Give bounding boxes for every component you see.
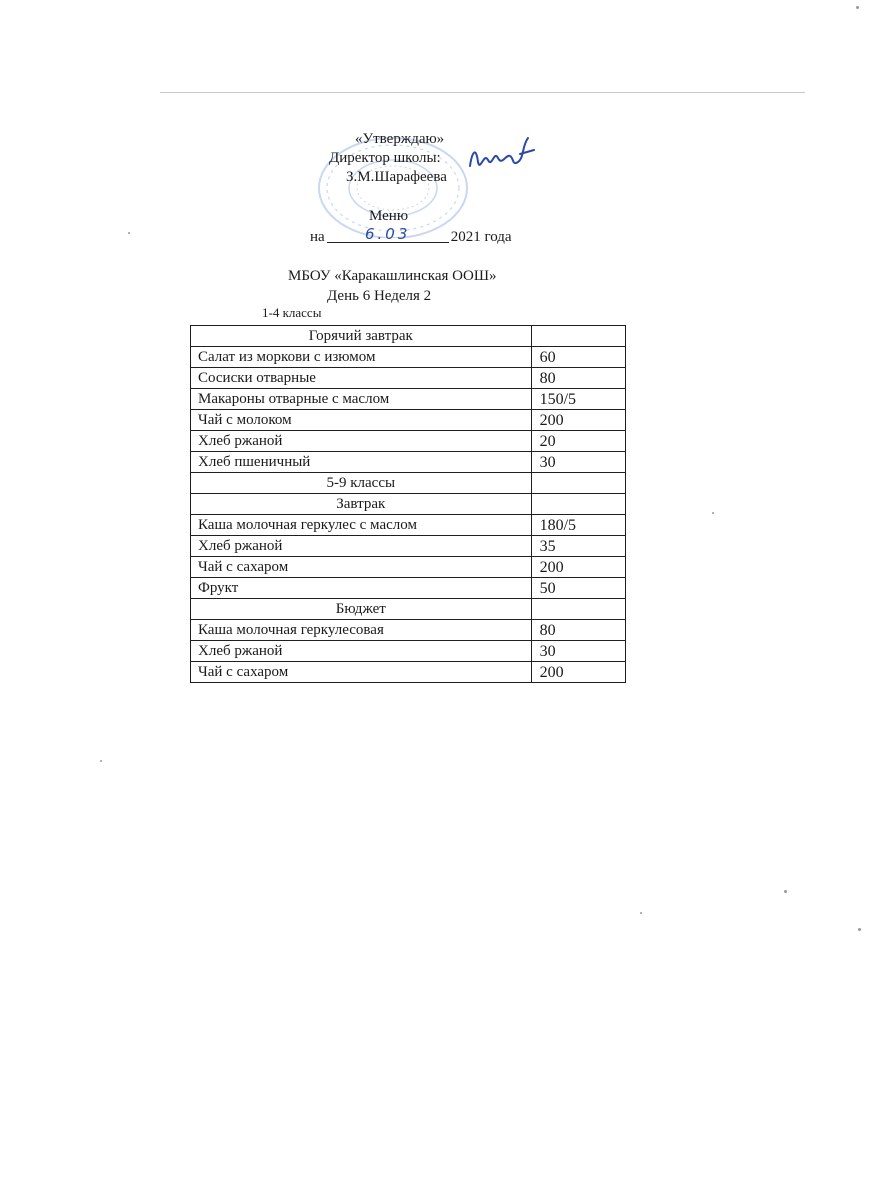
scan-speck bbox=[858, 928, 861, 931]
section-title: Бюджет bbox=[191, 599, 532, 620]
table-row bbox=[191, 662, 626, 683]
dish-name: Каша молочная геркулесовая bbox=[191, 620, 532, 641]
scan-speck bbox=[640, 912, 642, 914]
school-name: МБОУ «Каракашлинская ООШ» bbox=[288, 268, 497, 284]
handwritten-date: 6.03 bbox=[327, 227, 449, 243]
portion-size: 50 bbox=[531, 578, 625, 599]
table-section-row bbox=[191, 494, 626, 515]
portion-size: 20 bbox=[531, 431, 625, 452]
scan-speck bbox=[712, 512, 714, 514]
portion-size: 30 bbox=[531, 452, 625, 473]
table-section-row bbox=[191, 326, 626, 347]
dish-name: Хлеб ржаной bbox=[191, 431, 532, 452]
director-name: З.М.Шарафеева bbox=[346, 169, 447, 185]
table-row bbox=[191, 431, 626, 452]
menu-title: Меню bbox=[369, 208, 409, 224]
portion-size bbox=[531, 494, 625, 515]
portion-size: 35 bbox=[531, 536, 625, 557]
scan-speck bbox=[128, 232, 130, 234]
dish-name: Чай с сахаром bbox=[191, 662, 532, 683]
section-title: Завтрак bbox=[191, 494, 532, 515]
dish-name: Хлеб ржаной bbox=[191, 536, 532, 557]
portion-size bbox=[531, 326, 625, 347]
director-signature bbox=[462, 132, 540, 180]
portion-size: 200 bbox=[531, 410, 625, 431]
portion-size: 150/5 bbox=[531, 389, 625, 410]
dish-name: Салат из моркови с изюмом bbox=[191, 347, 532, 368]
dish-name: Хлеб пшеничный bbox=[191, 452, 532, 473]
dish-name: Фрукт bbox=[191, 578, 532, 599]
table-row bbox=[191, 368, 626, 389]
portion-size: 180/5 bbox=[531, 515, 625, 536]
menu-table bbox=[190, 325, 626, 683]
portion-size: 30 bbox=[531, 641, 625, 662]
table-section-row bbox=[191, 599, 626, 620]
table-row bbox=[191, 578, 626, 599]
portion-size: 200 bbox=[531, 557, 625, 578]
approval-heading: «Утверждаю» bbox=[355, 131, 445, 147]
scan-speck bbox=[100, 760, 102, 762]
dish-name: Хлеб ржаной bbox=[191, 641, 532, 662]
portion-size: 80 bbox=[531, 368, 625, 389]
dish-name: Чай с молоком bbox=[191, 410, 532, 431]
date-prefix: на bbox=[310, 229, 325, 245]
portion-size bbox=[531, 473, 625, 494]
director-title: Директор школы: bbox=[329, 150, 441, 166]
date-suffix: 2021 года bbox=[450, 229, 512, 245]
scan-speck bbox=[784, 890, 787, 893]
table-row bbox=[191, 557, 626, 578]
table-row bbox=[191, 452, 626, 473]
table-row bbox=[191, 641, 626, 662]
section-title: Горячий завтрак bbox=[191, 326, 532, 347]
dish-name: Чай с сахаром bbox=[191, 557, 532, 578]
portion-size: 80 bbox=[531, 620, 625, 641]
table-row bbox=[191, 389, 626, 410]
portion-size: 200 bbox=[531, 662, 625, 683]
table-row bbox=[191, 620, 626, 641]
day-week-label: День 6 Неделя 2 bbox=[327, 288, 432, 304]
dish-name: Каша молочная геркулес с маслом bbox=[191, 515, 532, 536]
scan-speck bbox=[856, 6, 859, 9]
dish-name: Макароны отварные с маслом bbox=[191, 389, 532, 410]
portion-size: 60 bbox=[531, 347, 625, 368]
table-section-row bbox=[191, 473, 626, 494]
table-row bbox=[191, 347, 626, 368]
table-row bbox=[191, 515, 626, 536]
table-row bbox=[191, 410, 626, 431]
dish-name: Сосиски отварные bbox=[191, 368, 532, 389]
portion-size bbox=[531, 599, 625, 620]
classes-label: 1-4 классы bbox=[262, 305, 322, 320]
scan-edge-line bbox=[160, 92, 805, 93]
table-row bbox=[191, 536, 626, 557]
section-title: 5-9 классы bbox=[191, 473, 532, 494]
menu-date-line bbox=[310, 225, 512, 246]
